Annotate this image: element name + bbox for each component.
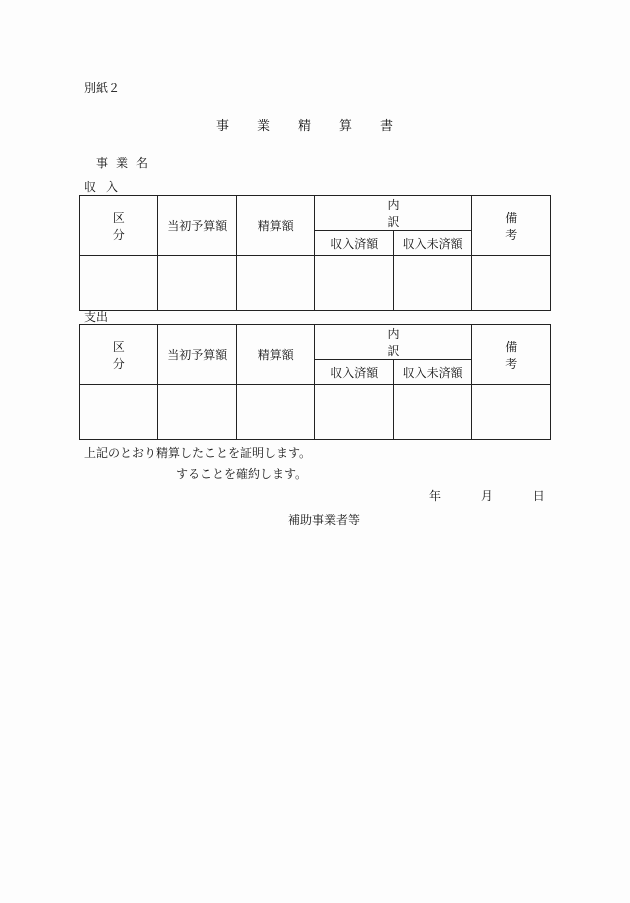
table-cell bbox=[315, 385, 393, 440]
certification-statement: 上記のとおり精算したことを証明します。 bbox=[84, 446, 312, 460]
date-month: 月 bbox=[480, 489, 493, 503]
table-cell bbox=[236, 256, 314, 311]
header-breakdown: 内訳 bbox=[315, 325, 472, 360]
income-header-row bbox=[80, 196, 551, 231]
table-cell bbox=[472, 256, 551, 311]
table-cell bbox=[236, 385, 314, 440]
signer-label: 補助事業者等 bbox=[288, 513, 361, 527]
project-name-label: 事業名 bbox=[96, 156, 157, 170]
header-not-received: 収入未済額 bbox=[393, 360, 472, 385]
expense-data-row bbox=[80, 385, 551, 440]
income-section-label: 収入 bbox=[84, 180, 129, 194]
header-breakdown: 内訳 bbox=[315, 196, 472, 231]
header-received: 収入済額 bbox=[315, 231, 393, 256]
table-cell bbox=[315, 256, 393, 311]
header-not-received: 収入未済額 bbox=[393, 231, 472, 256]
table-cell bbox=[472, 385, 551, 440]
expense-header-row bbox=[80, 325, 551, 360]
header-category: 区分 bbox=[80, 196, 158, 256]
header-settled-amount: 精算額 bbox=[236, 325, 314, 385]
expense-section-label: 支出 bbox=[84, 310, 109, 324]
date-line bbox=[429, 490, 545, 502]
header-remarks: 備考 bbox=[472, 196, 551, 256]
table-cell bbox=[393, 385, 472, 440]
date-year: 年 bbox=[429, 489, 442, 503]
table-cell bbox=[393, 256, 472, 311]
table-cell bbox=[158, 256, 236, 311]
document-title: 事業精算書 bbox=[216, 119, 422, 134]
header-settled-amount: 精算額 bbox=[236, 196, 314, 256]
header-initial-budget: 当初予算額 bbox=[158, 325, 236, 385]
date-day: 日 bbox=[532, 489, 545, 503]
header-initial-budget: 当初予算額 bbox=[158, 196, 236, 256]
attachment-label: 別紙２ bbox=[84, 81, 121, 95]
header-received: 収入済額 bbox=[315, 360, 393, 385]
header-category: 区分 bbox=[80, 325, 158, 385]
table-cell bbox=[80, 256, 158, 311]
expense-table bbox=[79, 324, 551, 440]
table-cell bbox=[80, 385, 158, 440]
header-remarks: 備考 bbox=[472, 325, 551, 385]
table-cell bbox=[158, 385, 236, 440]
income-data-row bbox=[80, 256, 551, 311]
commitment-statement: することを確約します。 bbox=[176, 467, 308, 481]
income-table bbox=[79, 195, 551, 311]
